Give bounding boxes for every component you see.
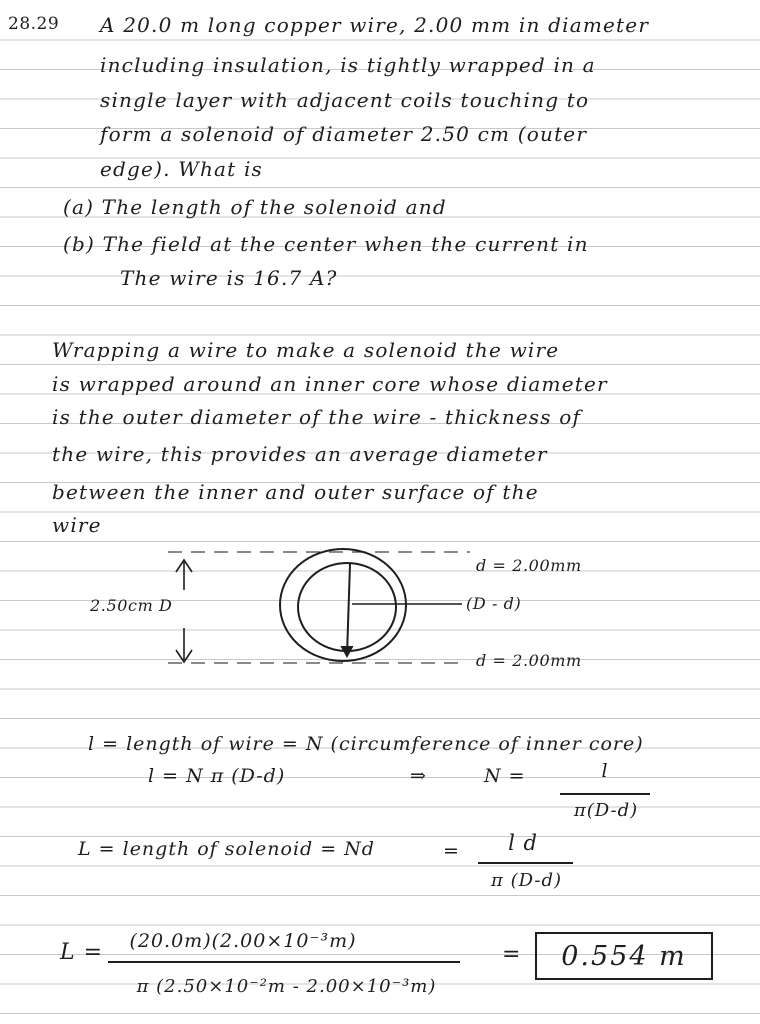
final-numerator: (20.0m)(2.00×10⁻³m) — [129, 930, 357, 952]
explanation-line: is wrapped around an inner core whose diameter — [52, 372, 608, 396]
problem-line: including insulation, is tightly wrapped in a — [100, 53, 596, 77]
boxed-answer: 0.554 m — [535, 932, 713, 980]
wire-length-relation: l = length of wire = N (circumference of inner core) — [88, 733, 644, 755]
equals-sign: = — [443, 840, 460, 862]
problem-line: edge). What is — [100, 157, 264, 181]
core-diameter-label: (D - d) — [466, 594, 522, 613]
problem-line: single layer with adjacent coils touching to — [100, 88, 590, 112]
explanation-line: is the outer diameter of the wire - thickness of — [52, 405, 582, 429]
explanation-line: wire — [52, 513, 102, 537]
explanation-line: the wire, this provides an average diameter — [52, 442, 548, 466]
solenoid-fraction-denominator: π (D-d) — [491, 870, 562, 891]
final-denominator: π (2.50×10⁻²m - 2.00×10⁻³m) — [136, 976, 437, 997]
final-lhs: L = — [60, 940, 104, 965]
implies-arrow: ⇒ — [410, 765, 427, 787]
part-b-question-cont: The wire is 16.7 A? — [120, 266, 338, 290]
part-a-question: (a) The length of the solenoid and — [63, 195, 447, 219]
turns-formula-lhs: N = — [484, 765, 526, 787]
explanation-line: Wrapping a wire to make a solenoid the wire — [52, 338, 560, 362]
solenoid-fraction-bar — [478, 862, 573, 864]
problem-line: form a solenoid of diameter 2.50 cm (outer — [100, 122, 588, 146]
outer-diameter-label: 2.50cm D — [90, 596, 173, 615]
explanation-line: between the inner and outer surface of the — [52, 480, 539, 504]
turns-fraction-numerator: l — [601, 760, 609, 782]
solenoid-fraction-numerator: l d — [508, 831, 538, 855]
wire-length-formula: l = N π (D-d) — [148, 765, 286, 787]
solenoid-length-relation: L = length of solenoid = Nd — [78, 838, 375, 860]
bottom-thickness-label: d = 2.00mm — [476, 651, 582, 670]
top-thickness-label: d = 2.00mm — [476, 556, 582, 575]
part-b-question: (b) The field at the center when the current in — [63, 232, 589, 256]
inner-diameter-line — [347, 564, 350, 655]
turns-fraction-bar — [560, 793, 650, 795]
final-fraction-bar — [108, 961, 460, 963]
problem-number: 28.29 — [8, 14, 60, 34]
final-equals-sign: = — [502, 942, 522, 967]
turns-fraction-denominator: π(D-d) — [573, 800, 639, 821]
problem-line: A 20.0 m long copper wire, 2.00 mm in diameter — [100, 13, 650, 37]
